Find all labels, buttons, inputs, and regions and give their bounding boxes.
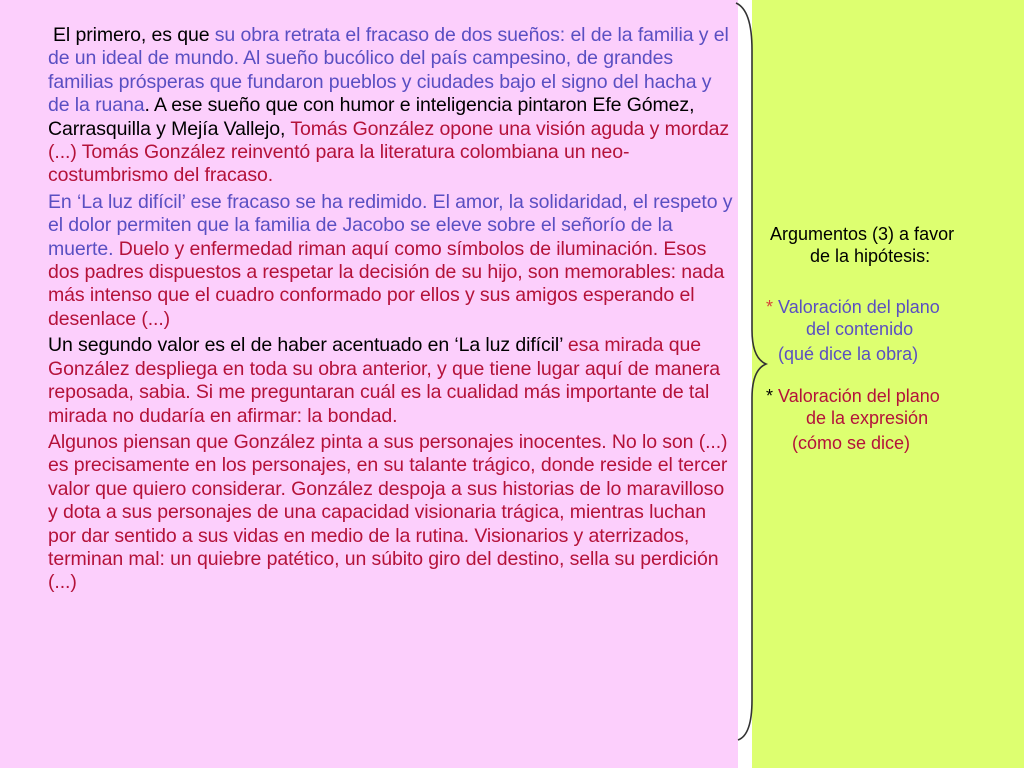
argument-expression (762, 386, 1024, 455)
argument-content-note: (qué dice la obra) (778, 344, 919, 365)
main-text (48, 24, 738, 598)
paragraph-1 (48, 24, 738, 188)
argument-expression-line2: de la expresión (806, 407, 929, 428)
text-segment: Duelo y enfermedad riman aquí como símbolos de iluminación. Esos dos padres dispuestos a respetar la decisión de su hijo, son memorables: nada más intenso que el cuadro conformado por ellos y sus amigos esperando el desenlace (...) (48, 237, 725, 330)
arguments-title-line2: de la hipótesis: (810, 245, 931, 266)
bullet-star: * (766, 297, 774, 318)
text-segment: esa mirada que González despliega en toda su obra anterior, y que tiene lugar aquí de manera reposada, sabia. Si me preguntaran cuál es la cualidad más importante de tal mirada no dudaría en afirmar: la bondad. (48, 334, 721, 427)
text-segment: El primero, es que (53, 24, 215, 46)
bullet-star: * (766, 385, 774, 406)
argument-content-line1: Valoración del plano (778, 297, 940, 318)
arguments-title (762, 224, 1024, 267)
text-segment: Algunos piensan que González pinta a sus personajes inocentes. No lo son (...) es precisamente en los personajes, en su talante trágico, donde reside el tercer valor que quiero considerar. González despoja a sus historias de lo maravilloso y dota a sus personajes de una capacidad visionaria trágica, mientras luchan por dar sentido a sus vidas en medio de la rutina. Visionarios y aterrizados, terminan mal: un quiebre patético, un súbito giro del destino, sella su perdición (...) (48, 430, 728, 594)
text-segment: Tomás González opone una visión aguda y mordaz (...) Tomás González reinventó para la literatura colombiana un neo-costumbrismo del fracaso. (48, 117, 730, 187)
paragraph-4 (48, 431, 738, 595)
text-segment: En ‘La luz difícil’ ese fracaso se ha redimido. El amor, la solidaridad, el respeto y el dolor permiten que la familia de Jacobo se eleve sobre el señorío de la muerte. (48, 190, 733, 260)
text-segment: su obra retrata el fracaso de dos sueños: el de la familia y el de un ideal de mundo. Al sueño bucólico del país campesino, de grandes familias prósperas que fundaron pueblos y ciudades bajo el signo del hacha y de la ruana (48, 24, 729, 117)
argument-expression-line1: Valoración del plano (778, 385, 940, 406)
argument-content-line2: del contenido (806, 318, 914, 339)
paragraph-3 (48, 334, 738, 428)
paragraph-2 (48, 191, 738, 331)
argument-content (762, 297, 1024, 366)
text-segment: Un segundo valor es el de haber acentuado en ‘La luz difícil’ (48, 334, 568, 357)
text-segment: . A ese sueño que con humor e inteligencia pintaron Efe Gómez, Carrasquilla y Mejía Vallejo, (48, 94, 695, 140)
arguments-list (762, 224, 1024, 455)
argument-expression-note: (cómo se dice) (792, 433, 911, 454)
arguments-title-line1: Argumentos (3) a favor (770, 224, 955, 244)
